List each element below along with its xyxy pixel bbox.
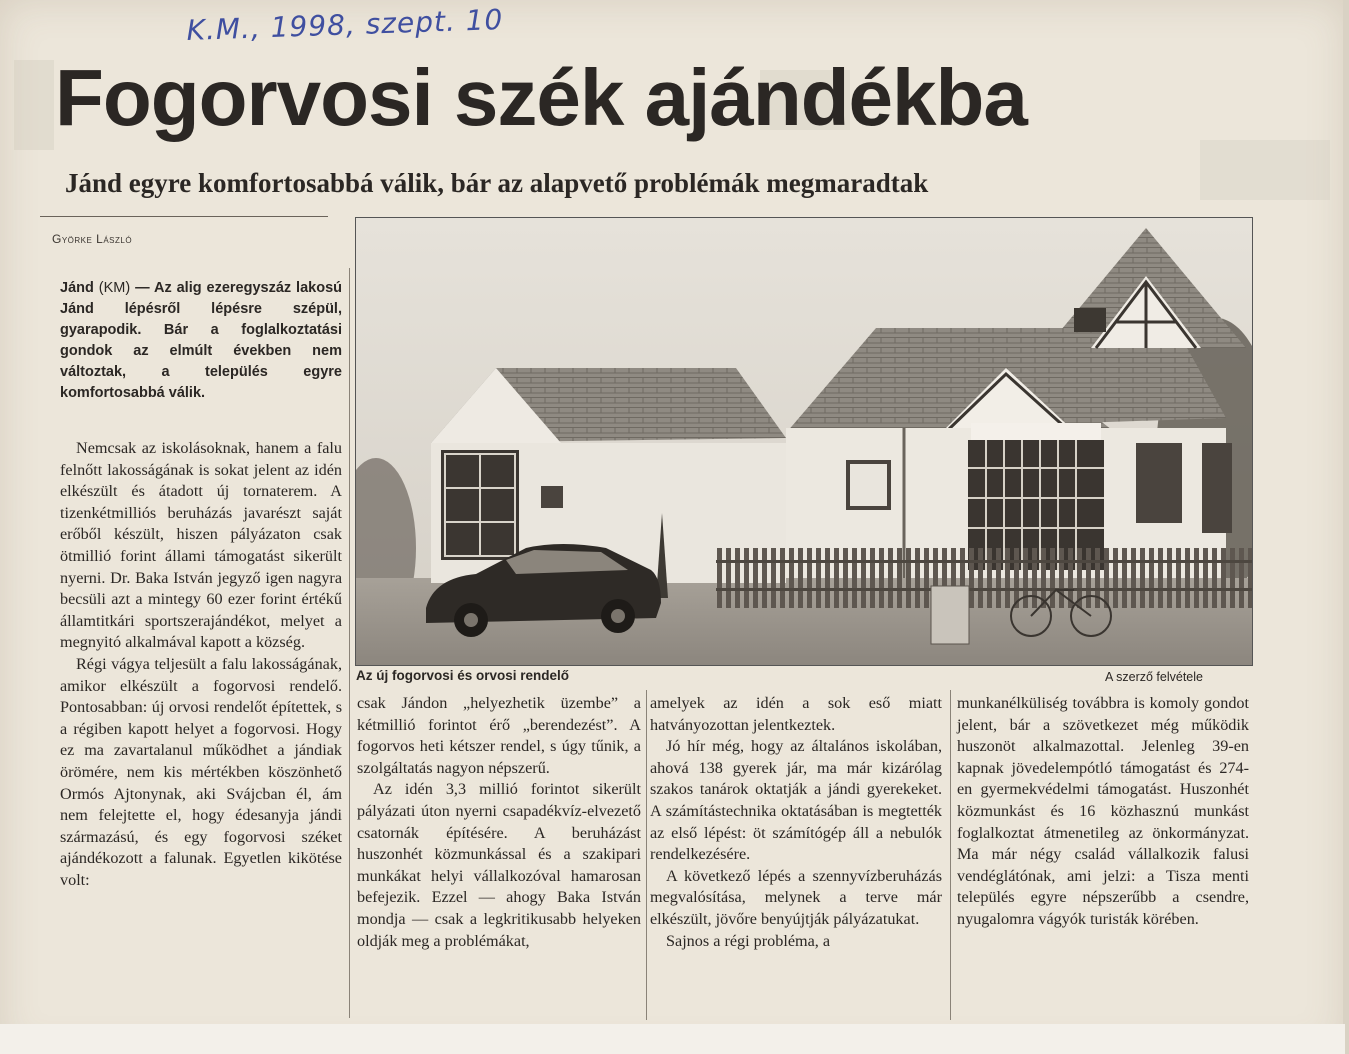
photo-credit: A szerző felvétele: [1105, 670, 1203, 684]
article-paragraph: Sajnos a régi probléma, a: [666, 931, 831, 950]
byline: Györke László: [52, 232, 133, 246]
lede-text: — Az alig ezeregyszáz lakosú Jánd lépésről lépésre szépül, gyarapodik. Bár a foglalkoztatási gondok az elmúlt években nem változtak, a település egyre komfortosabbá válik.: [60, 280, 342, 401]
subheadline: Jánd egyre komfortosabbá válik, bár az alapvető problémák megmaradtak: [65, 168, 929, 198]
article-column-1: [60, 438, 342, 891]
headline: Fogorvosi szék ajándékba: [55, 53, 1027, 142]
article-paragraph: Nemcsak az iskolásoknak, hanem a falu felnőtt lakosságának is sokat jelent az idén elkészült és átadott új tornaterem. A tizenkétmilliós beruházás javarészt saját erőből készült, hiszen pályázaton csak ötmillió forint állami támogatást sikerült nyerni. Dr. Baka István jegyző igen nagyra becsüli azt a mintegy 60 ezer forint értékű államtitkári sportszerajándékot, melyet a megnyitó alkalmával kapott a község.: [60, 439, 342, 652]
lede-lead-word: Jánd: [60, 280, 94, 296]
article-paragraph: A következő lépés a szennyvízberuházás megvalósítása, melynek a terve már elkészült, jövőre benyújtják pályázatukat.: [650, 866, 942, 928]
byline-rule: [40, 216, 328, 217]
lede-source-tag: (KM): [93, 280, 136, 296]
photo-caption: Az új fogorvosi és orvosi rendelő: [356, 668, 570, 683]
article-paragraph: amelyek az idén a sok eső miatt hatványozottan jelentkeztek.: [650, 694, 942, 734]
article-column-4: [957, 693, 1249, 931]
building-photo-illustration: [356, 218, 1252, 665]
scan-edge: [1343, 0, 1349, 1054]
column-rule: [950, 690, 951, 1020]
article-paragraph: csak Jándon „helyezhetik üzembe” a kétmillió forintot érő „berendezést”. A fogorvos heti kétszer rendel, s úgy tűnik, a szolgáltatás nagyon népszerű.: [357, 694, 641, 777]
bleed-through-mark: [14, 60, 54, 150]
column-rule: [349, 268, 350, 1018]
article-column-2: [357, 693, 641, 952]
article-paragraph: Jó hír még, hogy az általános iskolában, ahová 138 gyerek jár, ma már kizárólag szakos tanárok oktatják a jándi gyerekeket. A számítástechnika oktatásában is megtették az első lépést: öt számítógép áll a nebulók rendelkezésére.: [650, 737, 942, 864]
article-paragraph: munkanélküliség továbbra is komoly gondot jelent, bár a szövetkezet még működik huszonöt alkalmazottal. Jelenleg 39-en kapnak jövedelempótló támogatást és 274-en gyermekvédelmi támogatást. Huszonhét közmunkást és 16 közhasznú munkást foglalkoztat átmenetileg az önkormányzat. Ma már négy család vállalkozik falusi vendéglátónak, ami jelzi: a Tisza menti település egyre népszerűbb a csendre, nyugalomra vágyók turisták körében.: [957, 694, 1249, 928]
column-rule: [646, 690, 647, 1020]
article-paragraph: Az idén 3,3 millió forintot sikerült pályázati úton nyerni csapadékvíz-elvezető csatornák építésére. A beruházást huszonhét közmunkással és a szakipari munkákat helyi vállalkozóval hamarosan befejezik. Ezzel — ahogy Baka István mondja — csak a legkritikusabb helyeken oldják meg a problémákat,: [357, 780, 641, 950]
clipping-bottom-edge: [0, 1024, 1345, 1054]
article-column-3: [650, 693, 942, 952]
lede-paragraph: [60, 278, 342, 404]
handwritten-date-note: K.M., 1998, szept. 10: [186, 2, 504, 47]
article-paragraph: Régi vágya teljesült a falu lakosságának, amikor elkészült a fogorvosi rendelő. Pontosabban: új orvosi rendelőt építettek, s a régiben kapott helyet a fogorvosi. Hogy ez ma zavartalanul működhet a jándiak örömére, nem kis mértékben köszönhető Ormós Ajtonynak, aki Svájcban él, ám nem felejtette el, hogy édesanyja jándi származású, és egy fogorvosi széket ajándékozott a falunak. Egyetlen kikötése volt:: [60, 654, 342, 889]
article-photo: [355, 217, 1253, 666]
bleed-through-mark: [1200, 140, 1330, 200]
